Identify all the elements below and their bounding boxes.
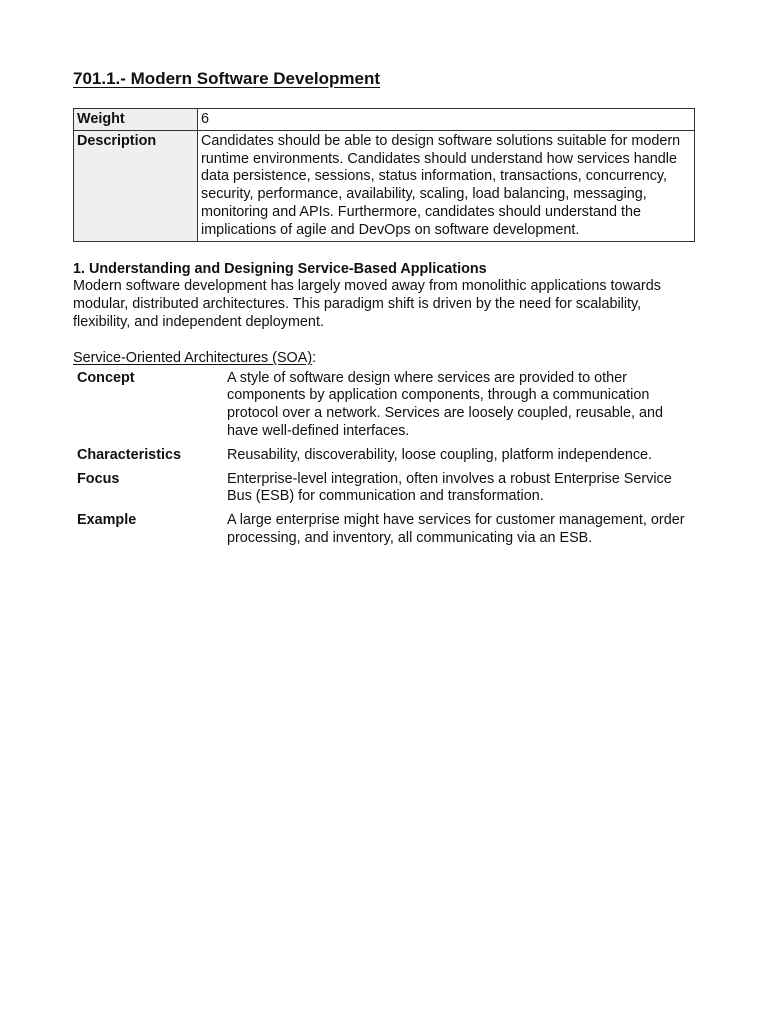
page-title: 701.1.- Modern Software Development xyxy=(73,69,381,88)
weight-value: 6 xyxy=(198,109,695,131)
objective-meta-table xyxy=(73,108,695,242)
definition-term: Example xyxy=(77,512,137,529)
definition-term: Focus xyxy=(77,470,120,487)
definition-row xyxy=(73,370,695,441)
definition-desc: Enterprise-level integration, often involves a robust Enterprise Service Bus (ESB) for communication and transformation. xyxy=(227,470,672,505)
section-heading: 1. Understanding and Designing Service-Based Applications xyxy=(73,260,487,277)
table-row-description xyxy=(74,130,695,241)
definition-desc: A large enterprise might have services for customer management, order processing, and inventory, all communicating via an ESB. xyxy=(227,512,685,546)
soa-heading-text: Service-Oriented Architectures (SOA) xyxy=(73,349,313,366)
soa-heading xyxy=(73,350,695,368)
definition-term: Characteristics xyxy=(77,446,181,463)
definition-row xyxy=(73,471,695,507)
table-row-weight xyxy=(74,109,695,131)
definition-desc: Reusability, discoverability, loose coupling, platform independence. xyxy=(227,446,653,463)
description-label: Description xyxy=(74,130,198,241)
description-value: Candidates should be able to design software solutions suitable for modern runtime environments. Candidates should understand how services handle data persistence, sessions, status information, transactions, concurrency, security, performance, availability, scaling, load balancing, messaging, monitoring and APIs. Furthermore, candidates should understand the implications of agile and DevOps on software development. xyxy=(198,130,695,241)
definition-desc: A style of software design where services are provided to other components by application components, through a communication protocol over a network. Services are loosely coupled, reusable, and have well-defined interfaces. xyxy=(227,369,663,439)
section-paragraph: Modern software development has largely moved away from monolithic applications towards modular, distributed architectures. This paradigm shift is driven by the need for scalability, flexibility, and independent deployment. xyxy=(73,278,661,330)
definition-row xyxy=(73,447,695,465)
weight-label: Weight xyxy=(74,109,198,131)
soa-definition-list xyxy=(73,370,695,548)
soa-heading-colon: : xyxy=(312,349,317,366)
definition-row xyxy=(73,512,695,548)
definition-term: Concept xyxy=(77,369,135,386)
